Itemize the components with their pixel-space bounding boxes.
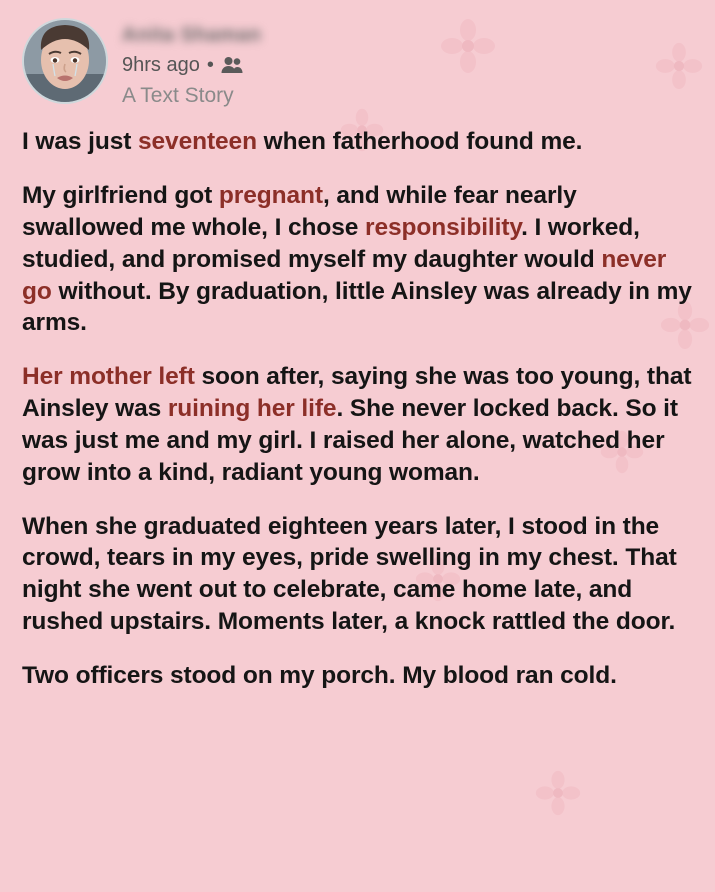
- highlighted-text: ruining her life: [167, 395, 337, 423]
- author-name[interactable]: Anita Shaman: [122, 24, 262, 46]
- flower-decoration: [535, 770, 581, 816]
- body-text: I was just: [22, 128, 138, 156]
- paragraph: [22, 180, 695, 339]
- post-body: [0, 108, 715, 692]
- post-header-text: [122, 18, 261, 108]
- body-text: Two officers stood on my porch. My blood ran cold.: [22, 662, 617, 689]
- meta-separator: •: [206, 54, 214, 76]
- highlighted-text: seventeen: [138, 128, 257, 156]
- paragraph: [22, 361, 695, 488]
- body-text: . I worked, studied, and promised myself my daughter would: [22, 213, 640, 273]
- highlighted-text: responsibility: [365, 213, 522, 241]
- profile-photo: [24, 20, 106, 102]
- body-text: when fatherhood found me.: [256, 128, 583, 156]
- highlighted-text: never go: [22, 245, 667, 305]
- body-text: soon after, saying she was too young, that Ainsley was: [22, 363, 692, 423]
- body-text: without. By graduation, little Ainsley was already in my arms.: [22, 277, 692, 337]
- story-label: A Text Story: [122, 84, 234, 107]
- post-header: [22, 18, 693, 108]
- body-text: . She never locked back. So it was just me and my girl. I raised her alone, watched her grow into a kind, radiant young woman.: [22, 395, 678, 486]
- body-text: , and while fear nearly swallowed me whole, I chose: [22, 182, 577, 241]
- avatar[interactable]: [22, 18, 108, 104]
- highlighted-text: pregnant: [218, 182, 323, 210]
- body-text: My girlfriend got: [22, 182, 219, 210]
- paragraph: [22, 660, 695, 692]
- paragraph: [22, 511, 695, 638]
- paragraph: [22, 126, 695, 158]
- highlighted-text: Her mother left: [22, 363, 195, 391]
- post-meta: [122, 53, 261, 77]
- post-timestamp[interactable]: 9hrs ago: [122, 54, 200, 76]
- social-post: [0, 0, 715, 108]
- body-text: When she graduated eighteen years later, I stood in the crowd, tears in my eyes, pride swelling in my chest. That night she went out to celebrate, came home late, and rushed upstairs. Moments later, a knock rattled the door.: [22, 512, 677, 636]
- friends-icon[interactable]: [221, 56, 243, 74]
